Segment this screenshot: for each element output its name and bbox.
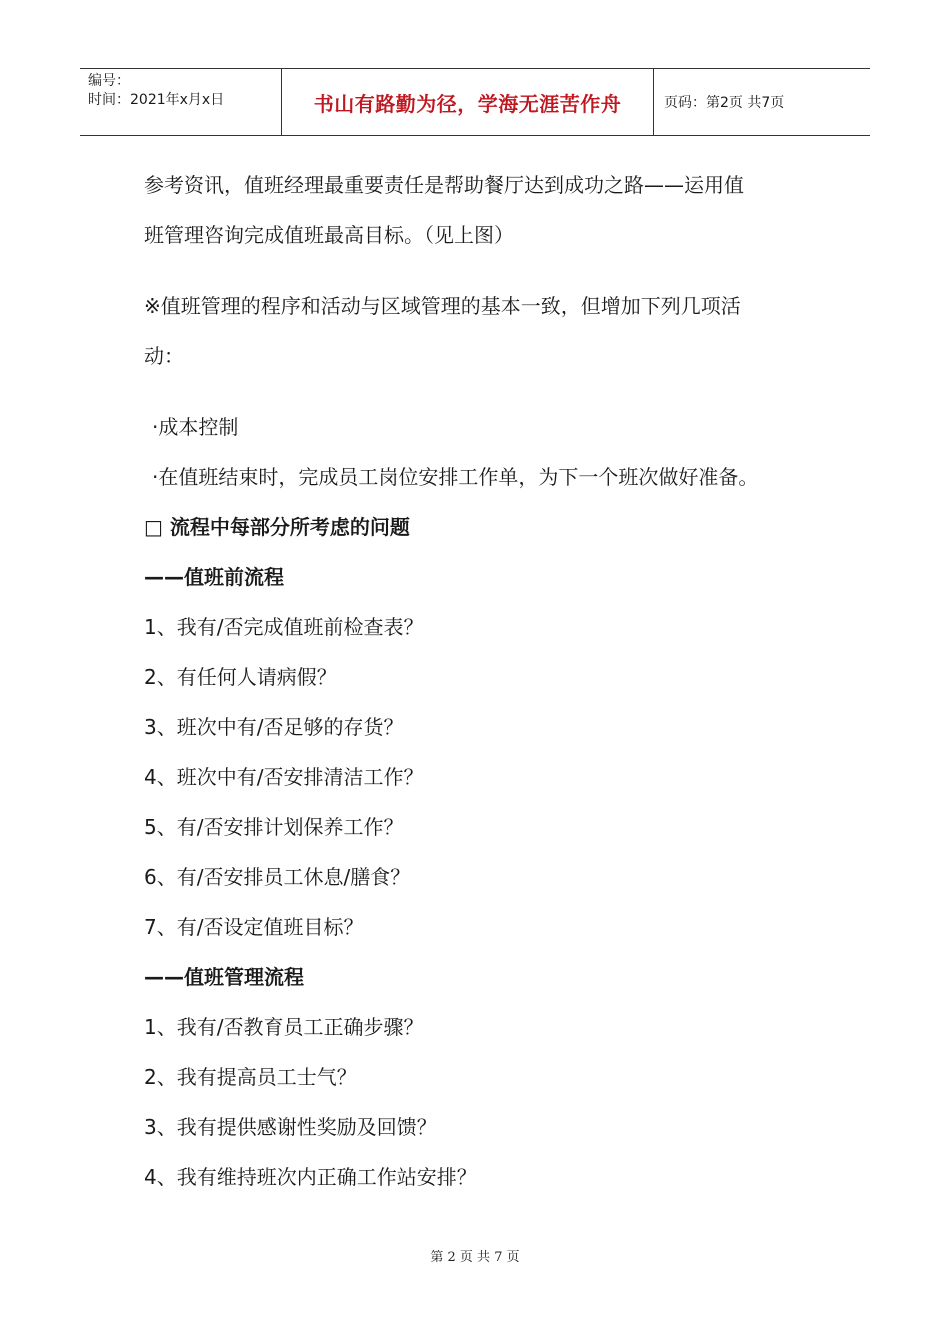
header-meta [80,69,282,135]
list-item: 3、我有提供感谢性奖励及回馈？ [144,1115,437,1139]
page-footer: 第 2 页 共 7 页 [430,1250,520,1265]
list-item: 4、我有维持班次内正确工作站安排？ [144,1165,477,1189]
paragraph: ※值班管理的程序和活动与区域管理的基本一致，但增加下列几项活 [144,294,741,318]
paragraph: 参考资讯，值班经理最重要责任是帮助餐厅达到成功之路——运用值 [144,173,744,197]
list-item: 1、我有/否教育员工正确步骤？ [144,1015,424,1039]
paragraph: 班管理咨询完成值班最高目标。（见上图） [144,223,514,247]
paragraph: 动： [144,344,184,368]
document-body [144,160,824,1202]
list-item: 2、我有提高员工士气？ [144,1065,357,1089]
header-page-info: 页码：第2页 共7页 [664,95,785,111]
bullet-item: ·在值班结束时，完成员工岗位安排工作单，为下一个班次做好准备。 [152,465,759,489]
list-item: 7、有/否设定值班目标？ [144,915,364,939]
list-item: 4、班次中有/否安排清洁工作？ [144,765,424,789]
list-item: 3、班次中有/否足够的存货？ [144,715,404,739]
bullet-item: ·成本控制 [152,415,239,439]
list-item: 5、有/否安排计划保养工作？ [144,815,404,839]
header-table [80,68,870,136]
list-item: 6、有/否安排员工休息/膳食？ [144,865,411,889]
list-item: 1、我有/否完成值班前检查表？ [144,615,424,639]
pre-shift-title: ——值班前流程 [144,565,284,589]
number-label: 编号： [88,73,130,89]
header-motto: 书山有路勤为径，学海无涯苦作舟 [282,69,654,135]
time-label: 时间：2021年x月x日 [88,92,225,108]
section-title: □ 流程中每部分所考虑的问题 [144,515,410,539]
shift-mgmt-title: ——值班管理流程 [144,965,304,989]
list-item: 2、有任何人请病假？ [144,665,337,689]
